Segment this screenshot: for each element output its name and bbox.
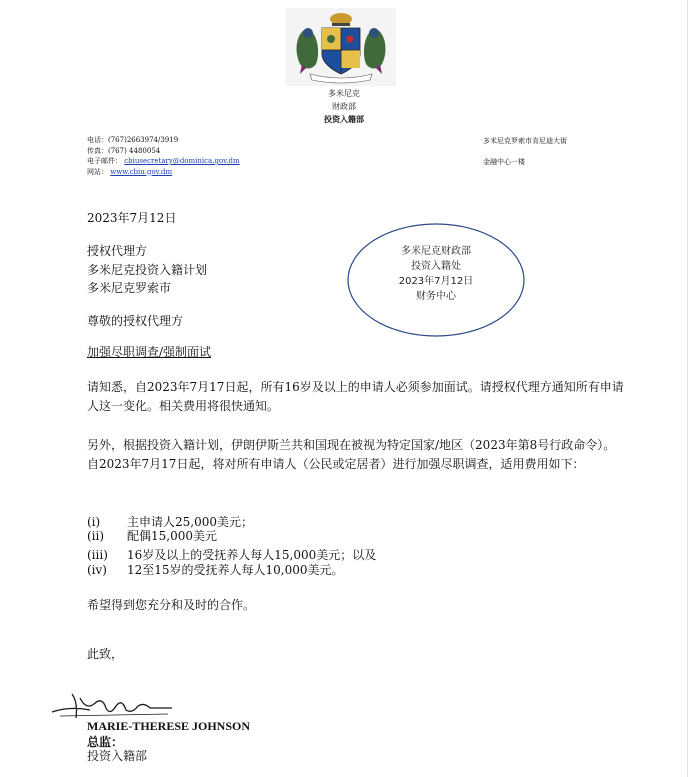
letter-date: 2023年7月12日 (87, 211, 177, 225)
letterhead-ministry: 财政部 (332, 102, 356, 111)
signatory-name: MARIE-THERESE JOHNSON (87, 719, 251, 733)
handwritten-signature (50, 688, 180, 720)
phone-row: 电话：(767)2663974/3919 (87, 136, 179, 144)
stamp-line-4: 财务中心 (416, 291, 456, 302)
recipient-line-3: 多米尼克罗索市 (87, 281, 172, 295)
letterhead-unit: 投资入籍部 (324, 114, 364, 124)
email-link[interactable]: cbiusecretary@dominica.gov.dm (124, 157, 240, 165)
email-row: 电子邮件： cbiusecretary@dominica.gov.dm (87, 157, 240, 165)
dominica-coat-of-arms-emblem (286, 8, 396, 86)
address-line-2: 金融中心一楼 (483, 158, 525, 166)
stamp-line-3: 2023年7月12日 (398, 276, 474, 287)
contact-block (87, 135, 240, 177)
signatory-title: 总监： (87, 735, 124, 749)
web-row: 网站： www.cbiu.gov.dm (87, 167, 173, 176)
letter-page: 多米尼克 财政部 投资入籍部 电话：(767)2663974/3919 传真：(767) 4480054 电子邮件： cbiusecretary@dominica.gov.dm 网站： www.cbiu.gov.dm 多米尼克罗索市肯尼迪大街 金融中心一楼 2023年7月12日 授权代理方 多米尼克投资入籍计划 多米尼克罗索市 多米尼克财政部 投资入籍处 2023年7月12日 财务中心 尊敬的授权代理方 加强尽职调查/强制面试 请知悉，自2023年7月17日起，所有16岁及以上的申请人必须参加面试。请授权代理方通知所有申请人这一变化。相关费用将很快通知。 另外，根据投资入籍计划，伊朗伊斯兰共和国现在被视为特定国家/地区（2023年第8号行政命令）。自2023年7月17日起，将对所有申请人（公民或定居者）进行加强尽职调查，适用费用如下： (i) 主申请人25,000美元； (ii) 配偶15,000美元 (iii) 16岁及以上的受抚养人每人15,000美元；以及 (iv) 12至15岁的受抚养人每人10,000美元。 希望得到您充分和及时的合作。 此致， MARIE-THERESE JOHNSON 总监： 投资入籍部 (0, 0, 688, 777)
address-line-1: 多米尼克罗索市肯尼迪大街 (483, 137, 567, 145)
paragraph-interview-notice: 请知悉，自2023年7月17日起，所有16岁及以上的申请人必须参加面试。请授权代理方通知所有申请人这一变化。相关费用将很快通知。 (87, 380, 624, 413)
recipient-line-2: 多米尼克投资入籍计划 (87, 263, 208, 277)
stamp-line-1: 多米尼克财政部 (401, 246, 471, 257)
recipient-line-1: 授权代理方 (87, 244, 148, 258)
letterhead-country: 多米尼克 (328, 89, 360, 98)
subject-line: 加强尽职调查/强制面试 (87, 345, 212, 359)
fax-row: 传真：(767) 4480054 (87, 146, 161, 155)
stamp-line-2: 投资入籍处 (411, 261, 461, 272)
stamp-text (346, 244, 526, 304)
closing-request: 希望得到您充分和及时的合作。 (87, 598, 256, 612)
website-link[interactable]: www.cbiu.gov.dm (110, 167, 173, 176)
closing-phrase: 此致， (87, 647, 124, 661)
salutation: 尊敬的授权代理方 (87, 314, 184, 328)
signatory-department: 投资入籍部 (87, 749, 148, 763)
paragraph-due-diligence: 另外，根据投资入籍计划，伊朗伊斯兰共和国现在被视为特定国家/地区（2023年第8号行政命令）。自2023年7月17日起，将对所有申请人（公民或定居者）进行加强尽职调查，适用费用如下： (87, 438, 616, 471)
